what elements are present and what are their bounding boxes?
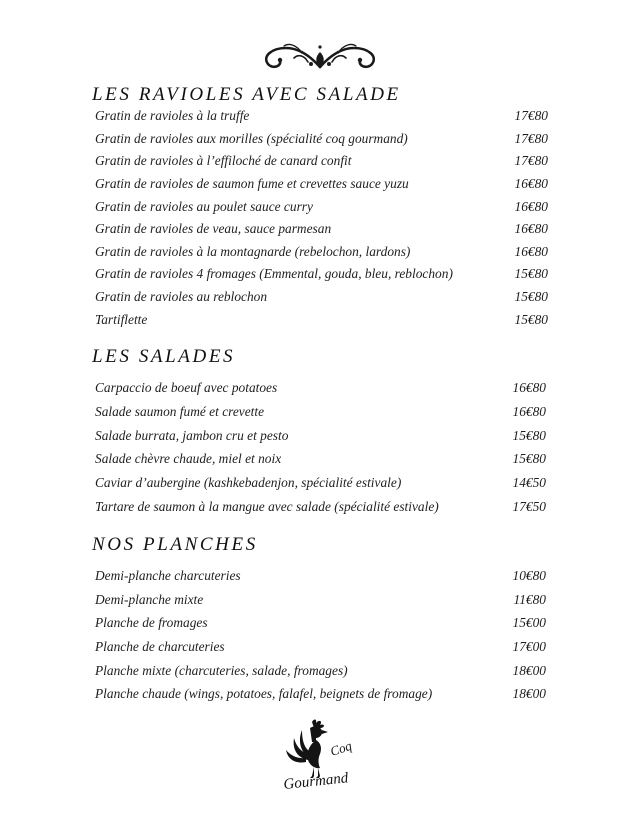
item-price: 16€80 xyxy=(512,404,546,419)
item-name: Tartiflette xyxy=(95,312,148,327)
item-name: Demi-planche mixte xyxy=(95,592,204,607)
menu-item xyxy=(95,449,548,469)
item-price: 15€80 xyxy=(512,428,546,443)
logo-text-coq: Coq xyxy=(328,737,354,759)
item-name: Salade burrata, jambon cru et pesto xyxy=(95,428,289,443)
item-name: Planche de charcuteries xyxy=(95,639,225,654)
section-title-ravioles: LES RAVIOLES AVEC SALADE xyxy=(92,84,401,105)
item-name: Demi-planche charcuteries xyxy=(95,568,241,583)
menu-item xyxy=(95,661,548,681)
item-price: 15€80 xyxy=(514,289,548,304)
menu-item xyxy=(95,426,548,446)
section-title-planches: NOS PLANCHES xyxy=(92,534,258,555)
section-title-salades: LES SALADES xyxy=(92,346,236,367)
item-price: 15€80 xyxy=(512,451,546,466)
item-price: 15€80 xyxy=(514,312,548,327)
item-name: Salade saumon fumé et crevette xyxy=(95,404,265,419)
menu-item xyxy=(95,197,548,217)
item-name: Salade chèvre chaude, miel et noix xyxy=(95,451,282,466)
item-price: 15€80 xyxy=(514,266,548,281)
item-price: 17€80 xyxy=(514,153,548,168)
item-name: Gratin de ravioles au reblochon xyxy=(95,289,268,304)
menu-item xyxy=(95,566,548,586)
coq-gourmand-logo xyxy=(276,716,364,796)
item-price: 18€00 xyxy=(512,663,546,678)
item-price: 11€80 xyxy=(513,592,546,607)
item-name: Gratin de ravioles à la truffe xyxy=(95,108,250,123)
item-price: 16€80 xyxy=(514,176,548,191)
item-price: 15€00 xyxy=(512,615,546,630)
item-price: 17€80 xyxy=(514,108,548,123)
item-price: 18€00 xyxy=(512,686,546,701)
item-price: 16€80 xyxy=(514,199,548,214)
menu-item xyxy=(95,310,548,330)
menu-item xyxy=(95,402,548,422)
item-price: 17€80 xyxy=(514,131,548,146)
menu-item xyxy=(95,613,548,633)
item-name: Gratin de ravioles à la montagnarde (rebelochon, lardons) xyxy=(95,244,411,259)
flourish-ornament-icon xyxy=(258,40,382,72)
menu-item xyxy=(95,129,548,149)
item-name: Tartare de saumon à la mangue avec salade (spécialité estivale) xyxy=(95,499,439,514)
rooster-icon xyxy=(286,719,328,778)
menu-item xyxy=(95,219,548,239)
item-price: 17€50 xyxy=(512,499,546,514)
menu-item xyxy=(95,106,548,126)
item-name: Planche chaude (wings, potatoes, falafel, beignets de fromage) xyxy=(95,686,433,701)
menu-item xyxy=(95,637,548,657)
menu-item xyxy=(95,684,548,704)
item-name: Planche de fromages xyxy=(95,615,208,630)
menu-item xyxy=(95,473,548,493)
item-price: 17€00 xyxy=(512,639,546,654)
item-name: Gratin de ravioles de saumon fume et crevettes sauce yuzu xyxy=(95,176,409,191)
item-name: Gratin de ravioles de veau, sauce parmesan xyxy=(95,221,332,236)
item-name: Gratin de ravioles au poulet sauce curry xyxy=(95,199,313,214)
menu-item xyxy=(95,497,548,517)
menu-item xyxy=(95,174,548,194)
menu-item xyxy=(95,264,548,284)
item-name: Carpaccio de boeuf avec potatoes xyxy=(95,380,278,395)
item-name: Gratin de ravioles à l’effiloché de canard confit xyxy=(95,153,352,168)
item-price: 16€80 xyxy=(514,221,548,236)
item-price: 16€80 xyxy=(512,380,546,395)
menu-item xyxy=(95,287,548,307)
menu-item xyxy=(95,242,548,262)
menu-item xyxy=(95,151,548,171)
item-name: Planche mixte (charcuteries, salade, fromages) xyxy=(95,663,348,678)
menu-item xyxy=(95,590,548,610)
logo-text-gourmand: Gourmand xyxy=(282,770,350,793)
item-name: Gratin de ravioles 4 fromages (Emmental, gouda, bleu, reblochon) xyxy=(95,266,453,281)
item-price: 10€80 xyxy=(512,568,546,583)
item-price: 16€80 xyxy=(514,244,548,259)
item-name: Gratin de ravioles aux morilles (spécialité coq gourmand) xyxy=(95,131,408,146)
menu-item xyxy=(95,378,548,398)
item-name: Caviar d’aubergine (kashkebadenjon, spécialité estivale) xyxy=(95,475,402,490)
item-price: 14€50 xyxy=(512,475,546,490)
